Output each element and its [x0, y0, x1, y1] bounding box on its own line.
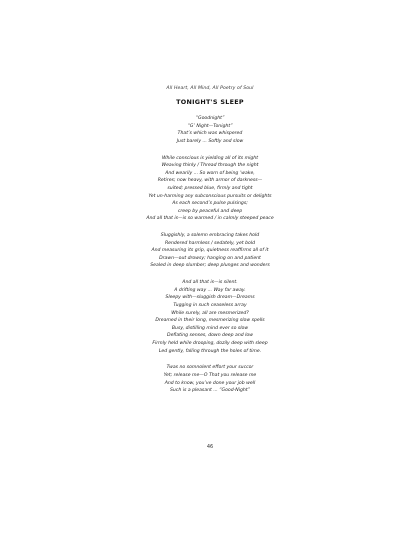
poem-line: Sealed in deep slumber; deep plunges and wonders — [150, 263, 270, 269]
stanza-4 — [0, 279, 420, 355]
poem-line: As each second’s pulse pulsings; — [172, 201, 248, 207]
page-number: 46 — [206, 444, 214, 450]
stanza-5 — [0, 364, 420, 394]
poem-line: Twas no somnolent effort your succor — [166, 365, 254, 371]
poem-title: TONIGHT'S SLEEP — [176, 98, 244, 106]
stanza-2 — [0, 155, 420, 223]
poem-line: “G’ Night—Tonight” — [187, 123, 233, 129]
poem-line: Drawn—out drowsy; hanging on and patient — [159, 255, 261, 261]
poem-line: And all that is—is silent. — [182, 280, 238, 286]
poem-line: “Goodnight” — [195, 116, 225, 121]
poem-line: Firmly held while drooping, dozily deep with sleep — [152, 341, 268, 346]
poem-line: Sluggishly, a solemn embracing takes hold — [160, 233, 260, 239]
poem-line: Dreamed in their long, mesmerizing slow spells — [155, 318, 265, 324]
poem-line: Rendered harmless / sedately, yet bold — [164, 240, 256, 246]
poem-line: Just barely ... Softly and slow — [176, 138, 244, 144]
poem-line: Yet; release me—O That you release me — [163, 372, 257, 378]
poem-line: Deflating senses, down deep and low — [167, 333, 253, 339]
poem-line: Yet un-harming any subconscious pursuits or delights — [148, 193, 272, 199]
running-header: All Heart, All Mind, All Poetry of Soul — [166, 86, 254, 91]
poem-line: While surely, all are mesmerized? — [171, 310, 249, 316]
poem-line: Sleepy with—sluggish dream—Dreams — [165, 295, 255, 301]
poem-line: And measuring its grip, quietness reaffirms all of it — [151, 248, 269, 254]
poem-line: Led gently, falling through the holes of time. — [158, 348, 262, 354]
poem-line: Weaving thinly / Thread through the night — [161, 163, 259, 169]
stanza-1 — [0, 115, 420, 145]
poem-line: That’s which was whispered — [177, 131, 243, 137]
poem-line: And to know, you’ve done your job well — [164, 380, 256, 386]
poem-line: And wearily ... So worn of being ‘wake, — [165, 170, 255, 176]
poem-line: Such is a pleasant ... “Good-Night” — [169, 388, 251, 394]
poem-line: And all that is—is so warmed / in calmly steeped peace — [146, 216, 274, 222]
poem-line: suited; pressed blue, firmly and tight — [167, 185, 253, 191]
poem-body — [0, 115, 420, 404]
poem-line: Tugging in such ceaseless array — [173, 303, 247, 309]
poem-line: While conscious is yielding all of its might — [161, 155, 259, 161]
poem-line: A drifting way ... Way far away. — [174, 287, 246, 293]
poem-line: Retires; now heavy, with armor of darkness— — [157, 178, 263, 184]
poem-line: Busy, distilling mind ever so slow — [171, 325, 249, 331]
stanza-3 — [0, 232, 420, 270]
poem-line: creep by peaceful and deep — [177, 208, 243, 214]
